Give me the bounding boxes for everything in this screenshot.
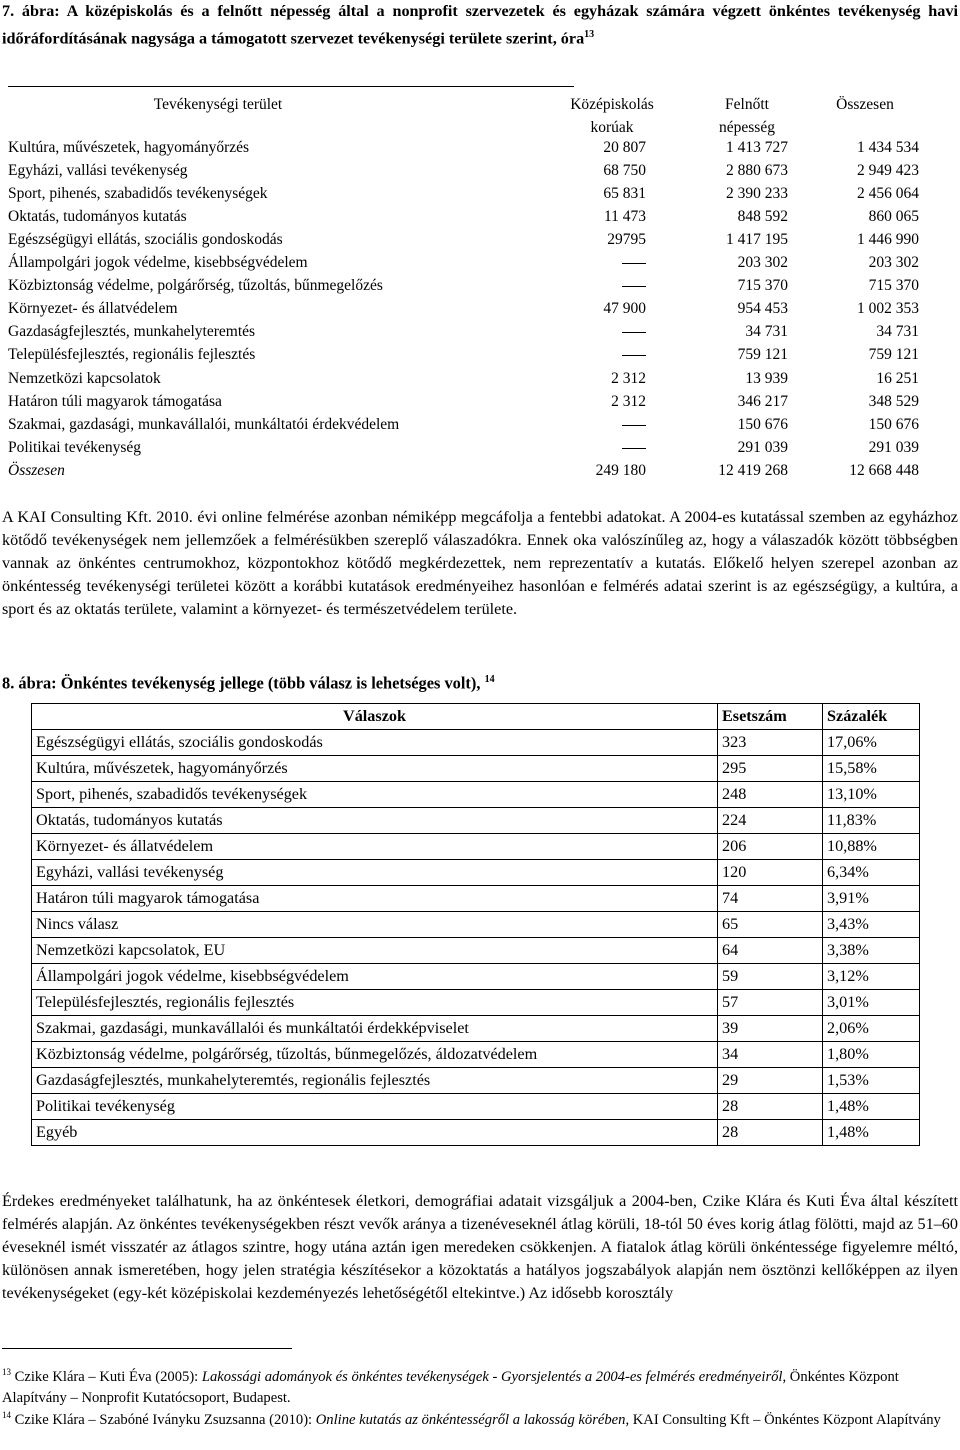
cell-total: 715 370	[868, 277, 919, 295]
cell-area: Egészségügyi ellátás, szociális gondoskodás	[8, 231, 283, 249]
table-total-row	[0, 459, 960, 482]
cell-answer: Politikai tevékenység	[32, 1094, 718, 1120]
table-row	[0, 367, 960, 390]
cell-adult: 346 217	[737, 392, 788, 410]
table-row	[0, 436, 960, 459]
cell-secondary-dash	[622, 448, 646, 449]
cell-count: 206	[718, 834, 823, 860]
cell-area: Határon túli magyarok támogatása	[8, 392, 222, 410]
footnote-13-rest: , Önkéntes Központ Alapítvány – Nonprofit Kutatócsoport, Budapest.	[2, 1368, 899, 1406]
cell-count: 248	[718, 782, 823, 808]
header-secondary-line2: korúak	[590, 119, 634, 136]
cell-answer: Közbiztonság védelme, polgárőrség, tűzoltás, bűnmegelőzés, áldozatvédelem	[32, 1042, 718, 1068]
cell-percent: 10,88%	[823, 834, 920, 860]
cell-adult: 1 413 727	[726, 139, 788, 156]
cell-percent: 3,12%	[823, 964, 920, 990]
table-row	[0, 205, 960, 228]
table-row	[32, 912, 920, 938]
cell-area: Állampolgári jogok védelme, kisebbségvédelem	[8, 254, 308, 272]
cell-secondary: 65 831	[603, 185, 646, 203]
cell-total: 348 529	[868, 392, 919, 410]
cell-adult: 715 370	[737, 277, 788, 295]
figure8-caption-text: 8. ábra: Önkéntes tevékenység jellege (több válasz is lehetséges volt),	[2, 673, 481, 693]
cell-total: 2 456 064	[857, 185, 919, 203]
table-header-row	[32, 704, 920, 730]
header-secondary	[552, 93, 672, 139]
cell-count: 65	[718, 912, 823, 938]
cell-percent: 1,48%	[823, 1120, 920, 1146]
cell-secondary: 249 180	[595, 461, 646, 479]
cell-answer: Nemzetközi kapcsolatok, EU	[32, 938, 718, 964]
cell-percent: 2,06%	[823, 1016, 920, 1042]
header-area: Tevékenységi terület	[153, 96, 283, 113]
cell-total: 16 251	[876, 369, 919, 387]
footnote-13-title: Lakossági adományok és önkéntes tevékenységek - Gyorsjelentés a 2004-es felmérés eredményeiről	[201, 1368, 783, 1385]
cell-answer: Gazdaságfejlesztés, munkahelyteremtés, regionális fejlesztés	[32, 1068, 718, 1094]
cell-adult: 12 419 268	[718, 461, 788, 479]
footnote-14-rest: , KAI Consulting Kft – Önkéntes Központ Alapítvány	[625, 1411, 941, 1428]
cell-total: 150 676	[868, 415, 919, 433]
footnote-13-number: 13	[2, 1367, 11, 1377]
header-percent: Százalék	[823, 704, 920, 730]
cell-adult: 291 039	[737, 438, 788, 456]
cell-total: 12 668 448	[849, 461, 919, 479]
cell-answer: Egyházi, vallási tevékenység	[32, 860, 718, 886]
table-row	[32, 1016, 920, 1042]
cell-adult: 34 731	[745, 323, 788, 341]
table-row	[0, 228, 960, 251]
table-row	[32, 964, 920, 990]
cell-total: 2 949 423	[857, 162, 919, 180]
header-total: Összesen	[836, 96, 894, 113]
table-row	[0, 182, 960, 205]
cell-answer: Környezet- és állatvédelem	[32, 834, 718, 860]
figure7-caption-text: 7. ábra: A középiskolás és a felnőtt népesség által a nonprofit szervezetek és egyházak számára végzett önkéntes tevékenység havi időráfordításának nagysága a támogatott szervezet tevékenységi területe szerint, óra	[2, 2, 958, 48]
cell-answer: Szakmai, gazdasági, munkavállalói és munkáltatói érdekképviselet	[32, 1016, 718, 1042]
cell-area: Nemzetközi kapcsolatok	[8, 369, 161, 387]
cell-adult: 848 592	[737, 208, 788, 226]
cell-secondary-dash	[622, 425, 646, 426]
figure7-caption	[2, 0, 958, 50]
footnote-13-authors: Czike Klára – Kuti Éva (2005):	[14, 1368, 202, 1385]
cell-count: 74	[718, 886, 823, 912]
header-count: Esetszám	[718, 704, 823, 730]
header-secondary-line1: Középiskolás	[570, 96, 654, 113]
cell-area: Településfejlesztés, regionális fejlesztés	[8, 346, 256, 364]
cell-secondary: 29795	[607, 231, 646, 249]
cell-area: Politikai tevékenység	[8, 438, 142, 456]
header-answers: Válaszok	[32, 704, 718, 730]
cell-percent: 11,83%	[823, 808, 920, 834]
cell-count: 120	[718, 860, 823, 886]
table-row	[0, 343, 960, 366]
cell-area: Egyházi, vallási tevékenység	[8, 162, 188, 180]
cell-count: 34	[718, 1042, 823, 1068]
cell-secondary: 47 900	[603, 300, 646, 318]
cell-percent: 15,58%	[823, 756, 920, 782]
cell-total: 1 002 353	[857, 300, 919, 318]
cell-area: Oktatás, tudományos kutatás	[8, 208, 187, 226]
table-row	[0, 413, 960, 436]
table-row	[32, 808, 920, 834]
footnote-14-authors: Czike Klára – Szabóné Iványku Zsuzsanna (2010):	[14, 1411, 316, 1428]
cell-percent: 6,34%	[823, 860, 920, 886]
footnote-separator	[2, 1348, 292, 1349]
cell-adult: 2 880 673	[726, 162, 788, 180]
table-top-rule	[8, 86, 574, 87]
cell-percent: 17,06%	[823, 730, 920, 756]
footnote-ref-14[interactable]: 14	[484, 674, 495, 685]
cell-count: 28	[718, 1094, 823, 1120]
cell-answer: Egyéb	[32, 1120, 718, 1146]
cell-adult: 954 453	[737, 300, 788, 318]
cell-secondary: 68 750	[603, 162, 646, 180]
cell-answer: Állampolgári jogok védelme, kisebbségvédelem	[32, 964, 718, 990]
cell-secondary: 11 473	[603, 208, 646, 226]
cell-secondary-dash	[622, 355, 646, 356]
cell-adult: 13 939	[745, 369, 788, 387]
cell-adult: 150 676	[737, 415, 788, 433]
cell-percent: 1,80%	[823, 1042, 920, 1068]
cell-percent: 3,91%	[823, 886, 920, 912]
cell-area: Gazdaságfejlesztés, munkahelyteremtés	[8, 323, 256, 341]
cell-adult: 2 390 233	[726, 185, 788, 203]
cell-percent: 3,38%	[823, 938, 920, 964]
cell-area: Szakmai, gazdasági, munkavállalói, munkáltatói érdekvédelem	[8, 415, 400, 433]
cell-count: 59	[718, 964, 823, 990]
table-row	[32, 1120, 920, 1146]
cell-area: Közbiztonság védelme, polgárőrség, tűzoltás, bűnmegelőzés	[8, 277, 383, 295]
cell-area: Kultúra, művészetek, hagyományőrzés	[8, 139, 250, 156]
cell-count: 29	[718, 1068, 823, 1094]
table-row	[0, 297, 960, 320]
footnote-14	[2, 1405, 958, 1431]
cell-total: 1 434 534	[857, 139, 919, 156]
table-row	[32, 756, 920, 782]
cell-percent: 3,43%	[823, 912, 920, 938]
cell-secondary: 20 807	[603, 139, 646, 156]
table-row	[0, 136, 960, 159]
cell-count: 323	[718, 730, 823, 756]
cell-answer: Egészségügyi ellátás, szociális gondoskodás	[32, 730, 718, 756]
table-row	[32, 938, 920, 964]
cell-percent: 1,53%	[823, 1068, 920, 1094]
cell-adult: 203 302	[737, 254, 788, 272]
cell-adult: 759 121	[737, 346, 788, 364]
cell-total: 291 039	[868, 438, 919, 456]
paragraph-kai-consulting: A KAI Consulting Kft. 2010. évi online felmérése azonban némiképp megcáfolja a fentebbi adatokat. A 2004-es kutatással szemben az egyházhoz kötődő tevékenységek nem jellemzőek a felmérésükben szereplő válaszadókra. Ennek oka valószínűleg az, hogy a válaszadók között többségben vannak az önkéntes centrumokhoz, központokhoz kötődő megkérdezettek, nem reprezentatív a kutatás. Előkelő helyen szerepel azonban az önkéntesség tevékenységi területei között a korábbi kutatások eredményeihez hasonlóan e felmérés adatai szerint is az egészségügy, a kultúra, a sport és az oktatás területe, valamint a környezet- és természetvédelem területe.	[2, 508, 958, 618]
cell-count: 39	[718, 1016, 823, 1042]
header-adult	[697, 93, 797, 139]
cell-percent: 13,10%	[823, 782, 920, 808]
table-row	[32, 1068, 920, 1094]
paragraph-demographics: Érdekes eredményeket találhatunk, ha az önkéntesek életkori, demográfiai adatait vizsgáljuk a 2004-ben, Czike Klára és Kuti Éva által készített felmérés alapján. Az önkéntes tevékenységekben részt vevők aránya a tizenéveseknél átlag körüli, 18-tól 50 éves korig átlag fölötti, majd az 51–60 éveseknél ismét visszatér az átlagos szintre, hogy utána aztán igen meredeken csökkenjen. A fiatalok átlag körüli önkéntessége figyelemre méltó, különösen annak ismeretében, hogy jelen stratégia készítésekor a közoktatás a hatályos jogszabályok alapján nem ösztönzi kellőképpen az ilyen tevékenységeket (egy-két középiskolai kezdeményezés lehetőségétől eltekintve.) Az idősebb korosztály	[2, 1192, 958, 1302]
cell-total: 203 302	[868, 254, 919, 272]
cell-secondary: 2 312	[611, 369, 646, 387]
header-adult-line2: népesség	[719, 119, 775, 136]
cell-count: 57	[718, 990, 823, 1016]
cell-area: Környezet- és állatvédelem	[8, 300, 178, 318]
table-row	[0, 390, 960, 413]
cell-total: 1 446 990	[857, 231, 919, 249]
table-row	[32, 860, 920, 886]
cell-count: 64	[718, 938, 823, 964]
footnote-ref-13[interactable]: 13	[584, 29, 595, 40]
table-row	[32, 990, 920, 1016]
table-row	[0, 159, 960, 182]
cell-area: Sport, pihenés, szabadidős tevékenységek	[8, 185, 268, 203]
figure8-table-body	[32, 730, 920, 1146]
figure8-caption	[2, 668, 495, 694]
cell-percent: 1,48%	[823, 1094, 920, 1120]
table-row	[32, 782, 920, 808]
footnote-14-number: 14	[2, 1410, 11, 1420]
cell-total: 759 121	[868, 346, 919, 364]
cell-count: 28	[718, 1120, 823, 1146]
cell-secondary-dash	[622, 263, 646, 264]
cell-total: 860 065	[868, 208, 919, 226]
cell-count: 224	[718, 808, 823, 834]
table-row	[32, 730, 920, 756]
table-row	[0, 274, 960, 297]
header-adult-line1: Felnőtt	[725, 96, 769, 113]
cell-count: 295	[718, 756, 823, 782]
cell-answer: Sport, pihenés, szabadidős tevékenységek	[32, 782, 718, 808]
table-row	[32, 1042, 920, 1068]
table-row	[32, 886, 920, 912]
cell-answer: Határon túli magyarok támogatása	[32, 886, 718, 912]
cell-secondary: 2 312	[611, 392, 646, 410]
footnote-14-title: Online kutatás az önkéntességről a lakosság körében	[315, 1411, 626, 1428]
cell-answer: Nincs válasz	[32, 912, 718, 938]
cell-answer: Oktatás, tudományos kutatás	[32, 808, 718, 834]
cell-secondary-dash	[622, 332, 646, 333]
cell-secondary-dash	[622, 286, 646, 287]
table-row	[32, 834, 920, 860]
table-row	[0, 251, 960, 274]
table-row	[32, 1094, 920, 1120]
figure8-table	[31, 703, 920, 1146]
cell-adult: 1 417 195	[726, 231, 788, 249]
footnote-13	[2, 1362, 958, 1409]
cell-total: 34 731	[876, 323, 919, 341]
table-row	[0, 320, 960, 343]
cell-area: Összesen	[8, 461, 65, 479]
cell-answer: Kultúra, művészetek, hagyományőrzés	[32, 756, 718, 782]
cell-percent: 3,01%	[823, 990, 920, 1016]
cell-answer: Településfejlesztés, regionális fejlesztés	[32, 990, 718, 1016]
